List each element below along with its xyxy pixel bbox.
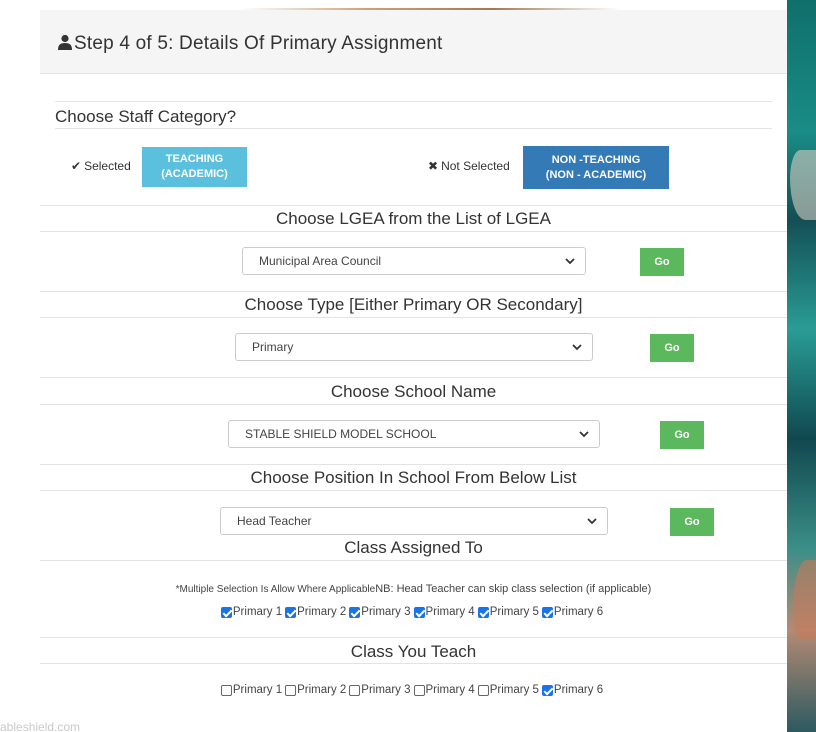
page-title: Step 4 of 5: Details Of Primary Assignment <box>74 33 443 54</box>
checkbox-label: Primary 6 <box>553 606 604 618</box>
class-assigned-checkbox-4[interactable] <box>414 606 475 618</box>
class-assigned-heading: Class Assigned To <box>344 538 483 557</box>
position-select[interactable] <box>220 507 608 535</box>
chevron-down-icon <box>587 516 597 526</box>
class-assigned-checkbox-2[interactable] <box>285 606 346 618</box>
checkbox-label: Primary 4 <box>425 606 475 618</box>
checkbox-unchecked-icon[interactable] <box>478 685 489 696</box>
teaching-category-button[interactable] <box>142 147 247 187</box>
non-teaching-line1: NON -TEACHING <box>551 153 641 166</box>
checkbox-unchecked-icon[interactable] <box>221 685 232 696</box>
multiple-selection-note: *Multiple Selection Is Allow Where Applicable <box>175 584 376 595</box>
teaching-line1: TEACHING <box>165 153 224 165</box>
non-teaching-category-button[interactable] <box>523 146 669 189</box>
card-header <box>40 10 787 74</box>
checkbox-label: Primary 5 <box>489 606 539 618</box>
checkbox-label: Primary 2 <box>297 606 347 618</box>
school-heading: Choose School Name <box>330 382 497 401</box>
type-heading: Choose Type [Either Primary OR Secondary] <box>244 295 583 314</box>
checkbox-label: Primary 1 <box>232 684 283 696</box>
class-teach-checkbox-6[interactable] <box>542 684 603 696</box>
lgea-select[interactable] <box>242 247 586 275</box>
checkbox-checked-icon[interactable] <box>542 607 553 618</box>
position-go-button[interactable]: Go <box>670 508 714 536</box>
cross-icon: ✖ <box>428 159 439 173</box>
lgea-go-button[interactable]: Go <box>640 248 684 276</box>
staff-category-label: Choose Staff Category? <box>55 107 237 126</box>
class-teach-checkbox-4[interactable] <box>414 684 475 696</box>
background-shard <box>793 560 816 640</box>
checkbox-label: Primary 5 <box>489 684 539 696</box>
class-assigned-checkbox-1[interactable] <box>221 606 282 618</box>
lgea-heading: Choose LGEA from the List of LGEA <box>276 209 551 228</box>
class-assigned-checkbox-6[interactable] <box>542 606 603 618</box>
chevron-down-icon <box>579 429 589 439</box>
divider <box>40 464 787 465</box>
non-teaching-line2: (NON - ACADEMIC) <box>545 168 647 181</box>
checkbox-checked-icon[interactable] <box>414 607 425 618</box>
divider <box>40 490 787 491</box>
user-icon <box>57 34 73 50</box>
class-teach-checkbox-3[interactable] <box>349 684 410 696</box>
class-teach-checkbox-1[interactable] <box>221 684 282 696</box>
checkbox-checked-icon[interactable] <box>542 685 553 696</box>
class-assigned-checkbox-3[interactable] <box>349 606 410 618</box>
class-assigned-checkbox-5[interactable] <box>478 606 539 618</box>
checkbox-label: Primary 3 <box>361 684 411 696</box>
class-assigned-note <box>40 583 787 595</box>
checkbox-unchecked-icon[interactable] <box>414 685 425 696</box>
divider <box>40 205 787 206</box>
selected-tag-label: Selected <box>84 159 131 173</box>
checkbox-checked-icon[interactable] <box>349 607 360 618</box>
school-select[interactable] <box>228 420 600 448</box>
head-teacher-note: NB: Head Teacher can skip class selection (if applicable) <box>375 583 652 595</box>
class-teach-checkbox-5[interactable] <box>478 684 539 696</box>
school-select-value: STABLE SHIELD MODEL SCHOOL <box>245 427 437 441</box>
chevron-down-icon <box>572 342 582 352</box>
checkbox-checked-icon[interactable] <box>221 607 232 618</box>
checkbox-label: Primary 6 <box>553 684 604 696</box>
selected-tag <box>71 159 131 173</box>
top-strip <box>40 0 787 10</box>
checkbox-label: Primary 1 <box>232 606 283 618</box>
position-select-value: Head Teacher <box>237 514 312 528</box>
class-teach-checkbox-2[interactable] <box>285 684 346 696</box>
teaching-line2: (ACADEMIC) <box>161 168 228 180</box>
divider <box>40 663 787 664</box>
divider <box>55 128 772 129</box>
class-assigned-checkboxes <box>40 606 787 621</box>
not-selected-tag <box>428 159 510 173</box>
divider <box>40 377 787 378</box>
divider <box>40 560 787 561</box>
check-icon: ✔ <box>71 159 82 173</box>
type-select[interactable] <box>235 333 593 361</box>
checkbox-unchecked-icon[interactable] <box>285 685 296 696</box>
divider <box>55 101 772 102</box>
divider <box>40 317 787 318</box>
watermark: ableshield.com <box>0 720 81 732</box>
background-shard <box>790 150 816 220</box>
chevron-down-icon <box>565 256 575 266</box>
divider <box>40 637 787 638</box>
divider <box>40 231 787 232</box>
checkbox-label: Primary 3 <box>361 606 411 618</box>
checkbox-unchecked-icon[interactable] <box>349 685 360 696</box>
type-select-value: Primary <box>252 340 294 354</box>
background-decoration <box>787 0 816 732</box>
checkbox-checked-icon[interactable] <box>478 607 489 618</box>
divider <box>40 404 787 405</box>
checkbox-label: Primary 4 <box>425 684 475 696</box>
school-go-button[interactable]: Go <box>660 421 704 449</box>
lgea-select-value: Municipal Area Council <box>259 254 382 268</box>
assignment-card <box>40 10 787 710</box>
not-selected-tag-label: Not Selected <box>441 159 510 173</box>
checkbox-label: Primary 2 <box>297 684 347 696</box>
position-heading: Choose Position In School From Below List <box>250 468 577 487</box>
divider <box>40 291 787 292</box>
checkbox-checked-icon[interactable] <box>285 607 296 618</box>
type-go-button[interactable]: Go <box>650 334 694 362</box>
class-teach-checkboxes <box>40 684 787 699</box>
class-teach-heading: Class You Teach <box>350 642 477 661</box>
